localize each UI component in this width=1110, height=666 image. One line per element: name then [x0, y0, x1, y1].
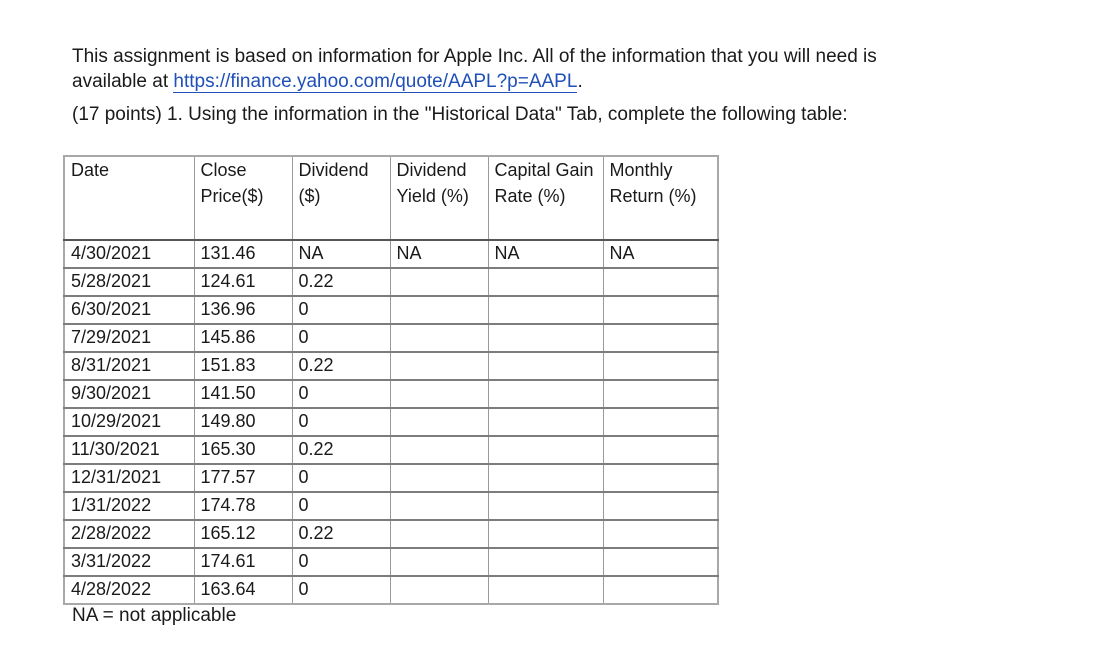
close-price-cell: 141.50	[194, 380, 292, 408]
dividend-cell: 0	[292, 380, 390, 408]
table-row	[64, 352, 718, 380]
capital-gain-cell[interactable]	[488, 324, 603, 352]
table-row	[64, 240, 718, 268]
close-price-cell: 145.86	[194, 324, 292, 352]
intro-paragraph	[72, 44, 1052, 94]
intro-line-2-prefix: available at	[72, 71, 174, 92]
question-text: (17 points) 1. Using the information in the "Historical Data" Tab, complete the following table:	[72, 104, 848, 125]
capital-gain-cell[interactable]	[488, 548, 603, 576]
table-row	[64, 576, 718, 604]
table-row	[64, 492, 718, 520]
date-cell: 1/31/2022	[64, 492, 194, 520]
close-price-cell: 136.96	[194, 296, 292, 324]
dividend-cell: 0	[292, 492, 390, 520]
dividend-cell: 0.22	[292, 352, 390, 380]
header-dividend-yield: Dividend Yield (%)	[390, 156, 488, 240]
dividend-cell: 0.22	[292, 268, 390, 296]
date-cell: 4/28/2022	[64, 576, 194, 604]
date-cell: 9/30/2021	[64, 380, 194, 408]
dividend-yield-cell[interactable]	[390, 296, 488, 324]
table-row	[64, 268, 718, 296]
capital-gain-cell[interactable]	[488, 380, 603, 408]
monthly-return-cell[interactable]	[603, 268, 718, 296]
capital-gain-cell[interactable]	[488, 268, 603, 296]
dividend-cell: 0	[292, 296, 390, 324]
capital-gain-cell[interactable]	[488, 436, 603, 464]
table-header-row	[64, 156, 718, 240]
dividend-cell: 0	[292, 408, 390, 436]
table-row	[64, 324, 718, 352]
dividend-yield-cell[interactable]	[390, 352, 488, 380]
yahoo-finance-link[interactable]: https://finance.yahoo.com/quote/AAPL?p=AAPL	[173, 71, 578, 92]
monthly-return-cell[interactable]	[603, 352, 718, 380]
capital-gain-cell[interactable]	[488, 408, 603, 436]
dividend-yield-cell[interactable]	[390, 436, 488, 464]
close-price-cell: 174.61	[194, 548, 292, 576]
dividend-yield-cell[interactable]	[390, 324, 488, 352]
capital-gain-cell[interactable]	[488, 520, 603, 548]
date-cell: 6/30/2021	[64, 296, 194, 324]
dividend-cell: 0.22	[292, 520, 390, 548]
capital-gain-cell[interactable]	[488, 464, 603, 492]
monthly-return-cell[interactable]	[603, 548, 718, 576]
table-row	[64, 296, 718, 324]
intro-line-2-suffix: .	[577, 71, 583, 92]
capital-gain-cell[interactable]	[488, 576, 603, 604]
date-cell: 4/30/2021	[64, 240, 194, 268]
footnote: NA = not applicable	[72, 605, 237, 626]
table-row	[64, 408, 718, 436]
table-row	[64, 548, 718, 576]
dividend-cell: 0	[292, 324, 390, 352]
historical-data-table	[63, 155, 719, 605]
date-cell: 7/29/2021	[64, 324, 194, 352]
date-cell: 12/31/2021	[64, 464, 194, 492]
dividend-cell: 0.22	[292, 436, 390, 464]
date-cell: 5/28/2021	[64, 268, 194, 296]
capital-gain-cell[interactable]	[488, 492, 603, 520]
monthly-return-cell[interactable]	[603, 380, 718, 408]
date-cell: 8/31/2021	[64, 352, 194, 380]
dividend-yield-cell[interactable]	[390, 408, 488, 436]
dividend-cell: 0	[292, 548, 390, 576]
monthly-return-cell[interactable]	[603, 576, 718, 604]
date-cell: 10/29/2021	[64, 408, 194, 436]
table-row	[64, 380, 718, 408]
table-row	[64, 436, 718, 464]
monthly-return-cell[interactable]	[603, 520, 718, 548]
close-price-cell: 151.83	[194, 352, 292, 380]
date-cell: 11/30/2021	[64, 436, 194, 464]
dividend-yield-cell[interactable]	[390, 464, 488, 492]
close-price-cell: 149.80	[194, 408, 292, 436]
date-cell: 2/28/2022	[64, 520, 194, 548]
monthly-return-cell[interactable]	[603, 324, 718, 352]
close-price-cell: 163.64	[194, 576, 292, 604]
monthly-return-cell[interactable]	[603, 492, 718, 520]
header-capital-gain-rate: Capital Gain Rate (%)	[488, 156, 603, 240]
monthly-return-cell[interactable]	[603, 464, 718, 492]
close-price-cell: 131.46	[194, 240, 292, 268]
intro-line-2	[72, 69, 1052, 94]
close-price-cell: 174.78	[194, 492, 292, 520]
table-row	[64, 520, 718, 548]
close-price-cell: 177.57	[194, 464, 292, 492]
dividend-yield-cell: NA	[390, 240, 488, 268]
dividend-yield-cell[interactable]	[390, 492, 488, 520]
header-monthly-return: Monthly Return (%)	[603, 156, 718, 240]
monthly-return-cell[interactable]	[603, 408, 718, 436]
dividend-cell: 0	[292, 576, 390, 604]
dividend-yield-cell[interactable]	[390, 520, 488, 548]
capital-gain-cell[interactable]	[488, 352, 603, 380]
monthly-return-cell: NA	[603, 240, 718, 268]
capital-gain-cell[interactable]	[488, 296, 603, 324]
close-price-cell: 165.30	[194, 436, 292, 464]
dividend-yield-cell[interactable]	[390, 548, 488, 576]
dividend-cell: NA	[292, 240, 390, 268]
monthly-return-cell[interactable]	[603, 296, 718, 324]
close-price-cell: 165.12	[194, 520, 292, 548]
intro-line-1: This assignment is based on information for Apple Inc. All of the information that you will need is	[72, 46, 877, 67]
capital-gain-cell: NA	[488, 240, 603, 268]
header-close-price: Close Price($)	[194, 156, 292, 240]
date-cell: 3/31/2022	[64, 548, 194, 576]
close-price-cell: 124.61	[194, 268, 292, 296]
dividend-yield-cell[interactable]	[390, 380, 488, 408]
dividend-cell: 0	[292, 464, 390, 492]
header-dividend: Dividend ($)	[292, 156, 390, 240]
header-date: Date	[64, 156, 194, 240]
dividend-yield-cell[interactable]	[390, 268, 488, 296]
table-row	[64, 464, 718, 492]
dividend-yield-cell[interactable]	[390, 576, 488, 604]
monthly-return-cell[interactable]	[603, 436, 718, 464]
